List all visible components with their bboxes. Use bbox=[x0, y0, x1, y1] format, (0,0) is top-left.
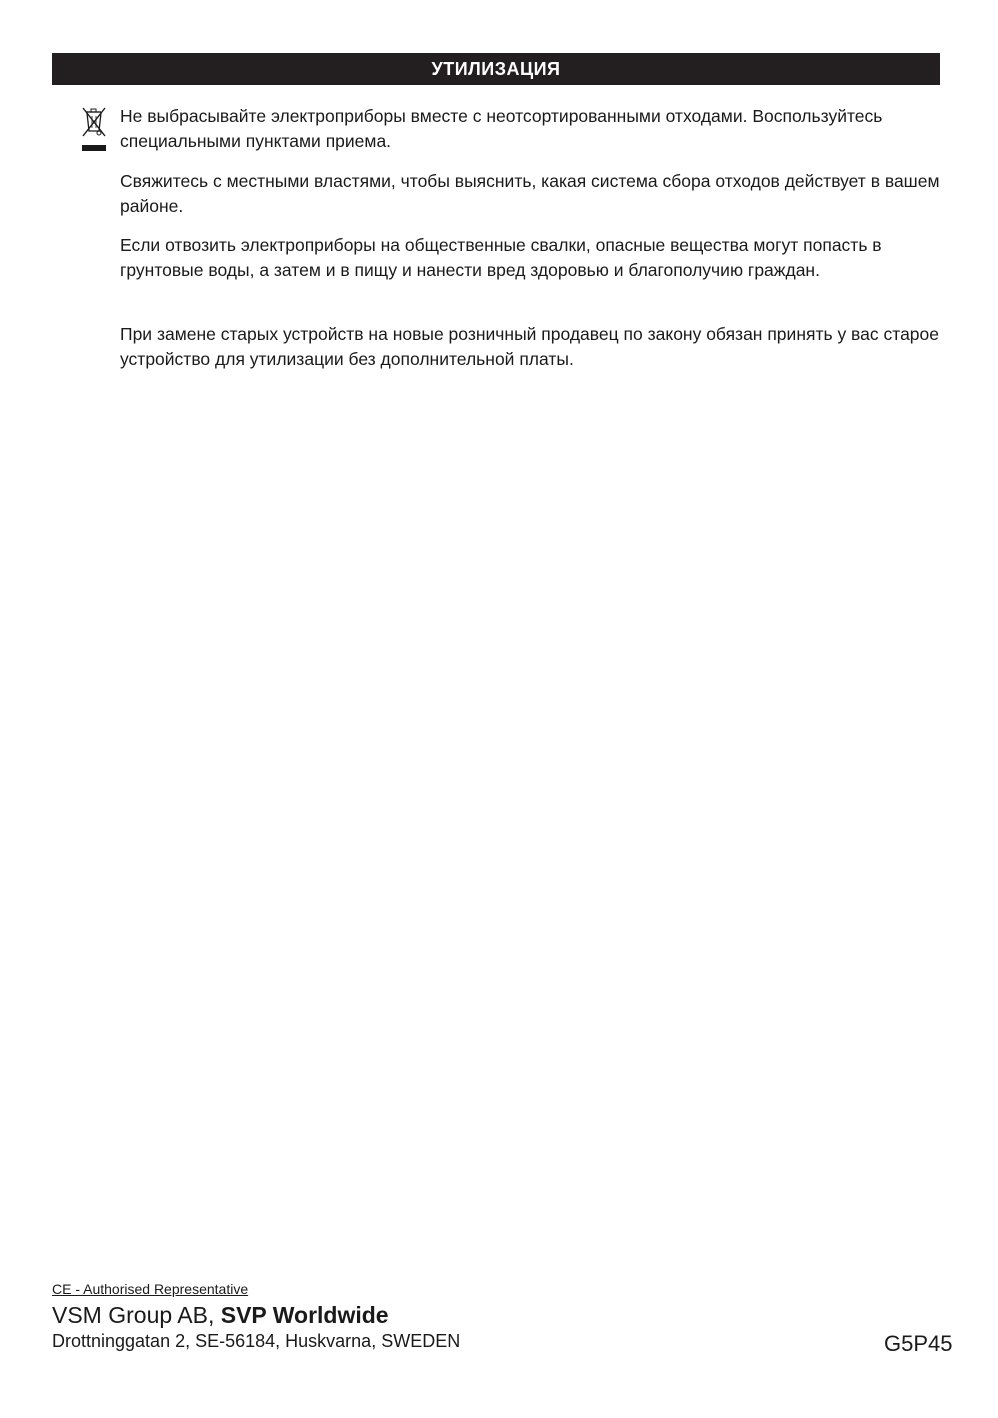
section-title: УТИЛИЗАЦИЯ bbox=[431, 58, 561, 79]
section-header bbox=[52, 53, 940, 85]
company-address: Drottninggatan 2, SE-56184, Huskvarna, SWEDEN bbox=[52, 1331, 461, 1351]
disposal-paragraph-3: Если отвозить электроприборы на общественные свалки, опасные вещества могут попасть в грунтовые воды, а затем и в пищу и нанести вред здоровью и благополучию граждан. bbox=[120, 235, 882, 280]
disposal-paragraph-2: Свяжитесь с местными властями, чтобы выяснить, какая система сбора отходов действует в вашем районе. bbox=[120, 171, 940, 216]
disposal-paragraph-1: Не выбрасывайте электроприборы вместе с неотсортированными отходами. Воспользуйтесь специальными пунктами приема. bbox=[120, 106, 883, 151]
company-name: VSM Group AB, bbox=[52, 1302, 221, 1328]
ce-representative-label: CE - Authorised Representative bbox=[52, 1281, 249, 1297]
model-code: G5P45 bbox=[884, 1331, 953, 1356]
crossed-out-wheelie-bin-icon bbox=[80, 105, 110, 153]
disposal-paragraph-4: При замене старых устройств на новые розничный продавец по закону обязан принять у вас старое устройство для утилизации без дополнительной платы. bbox=[120, 324, 940, 369]
company-line bbox=[52, 1302, 389, 1329]
company-brand: SVP Worldwide bbox=[220, 1302, 389, 1328]
